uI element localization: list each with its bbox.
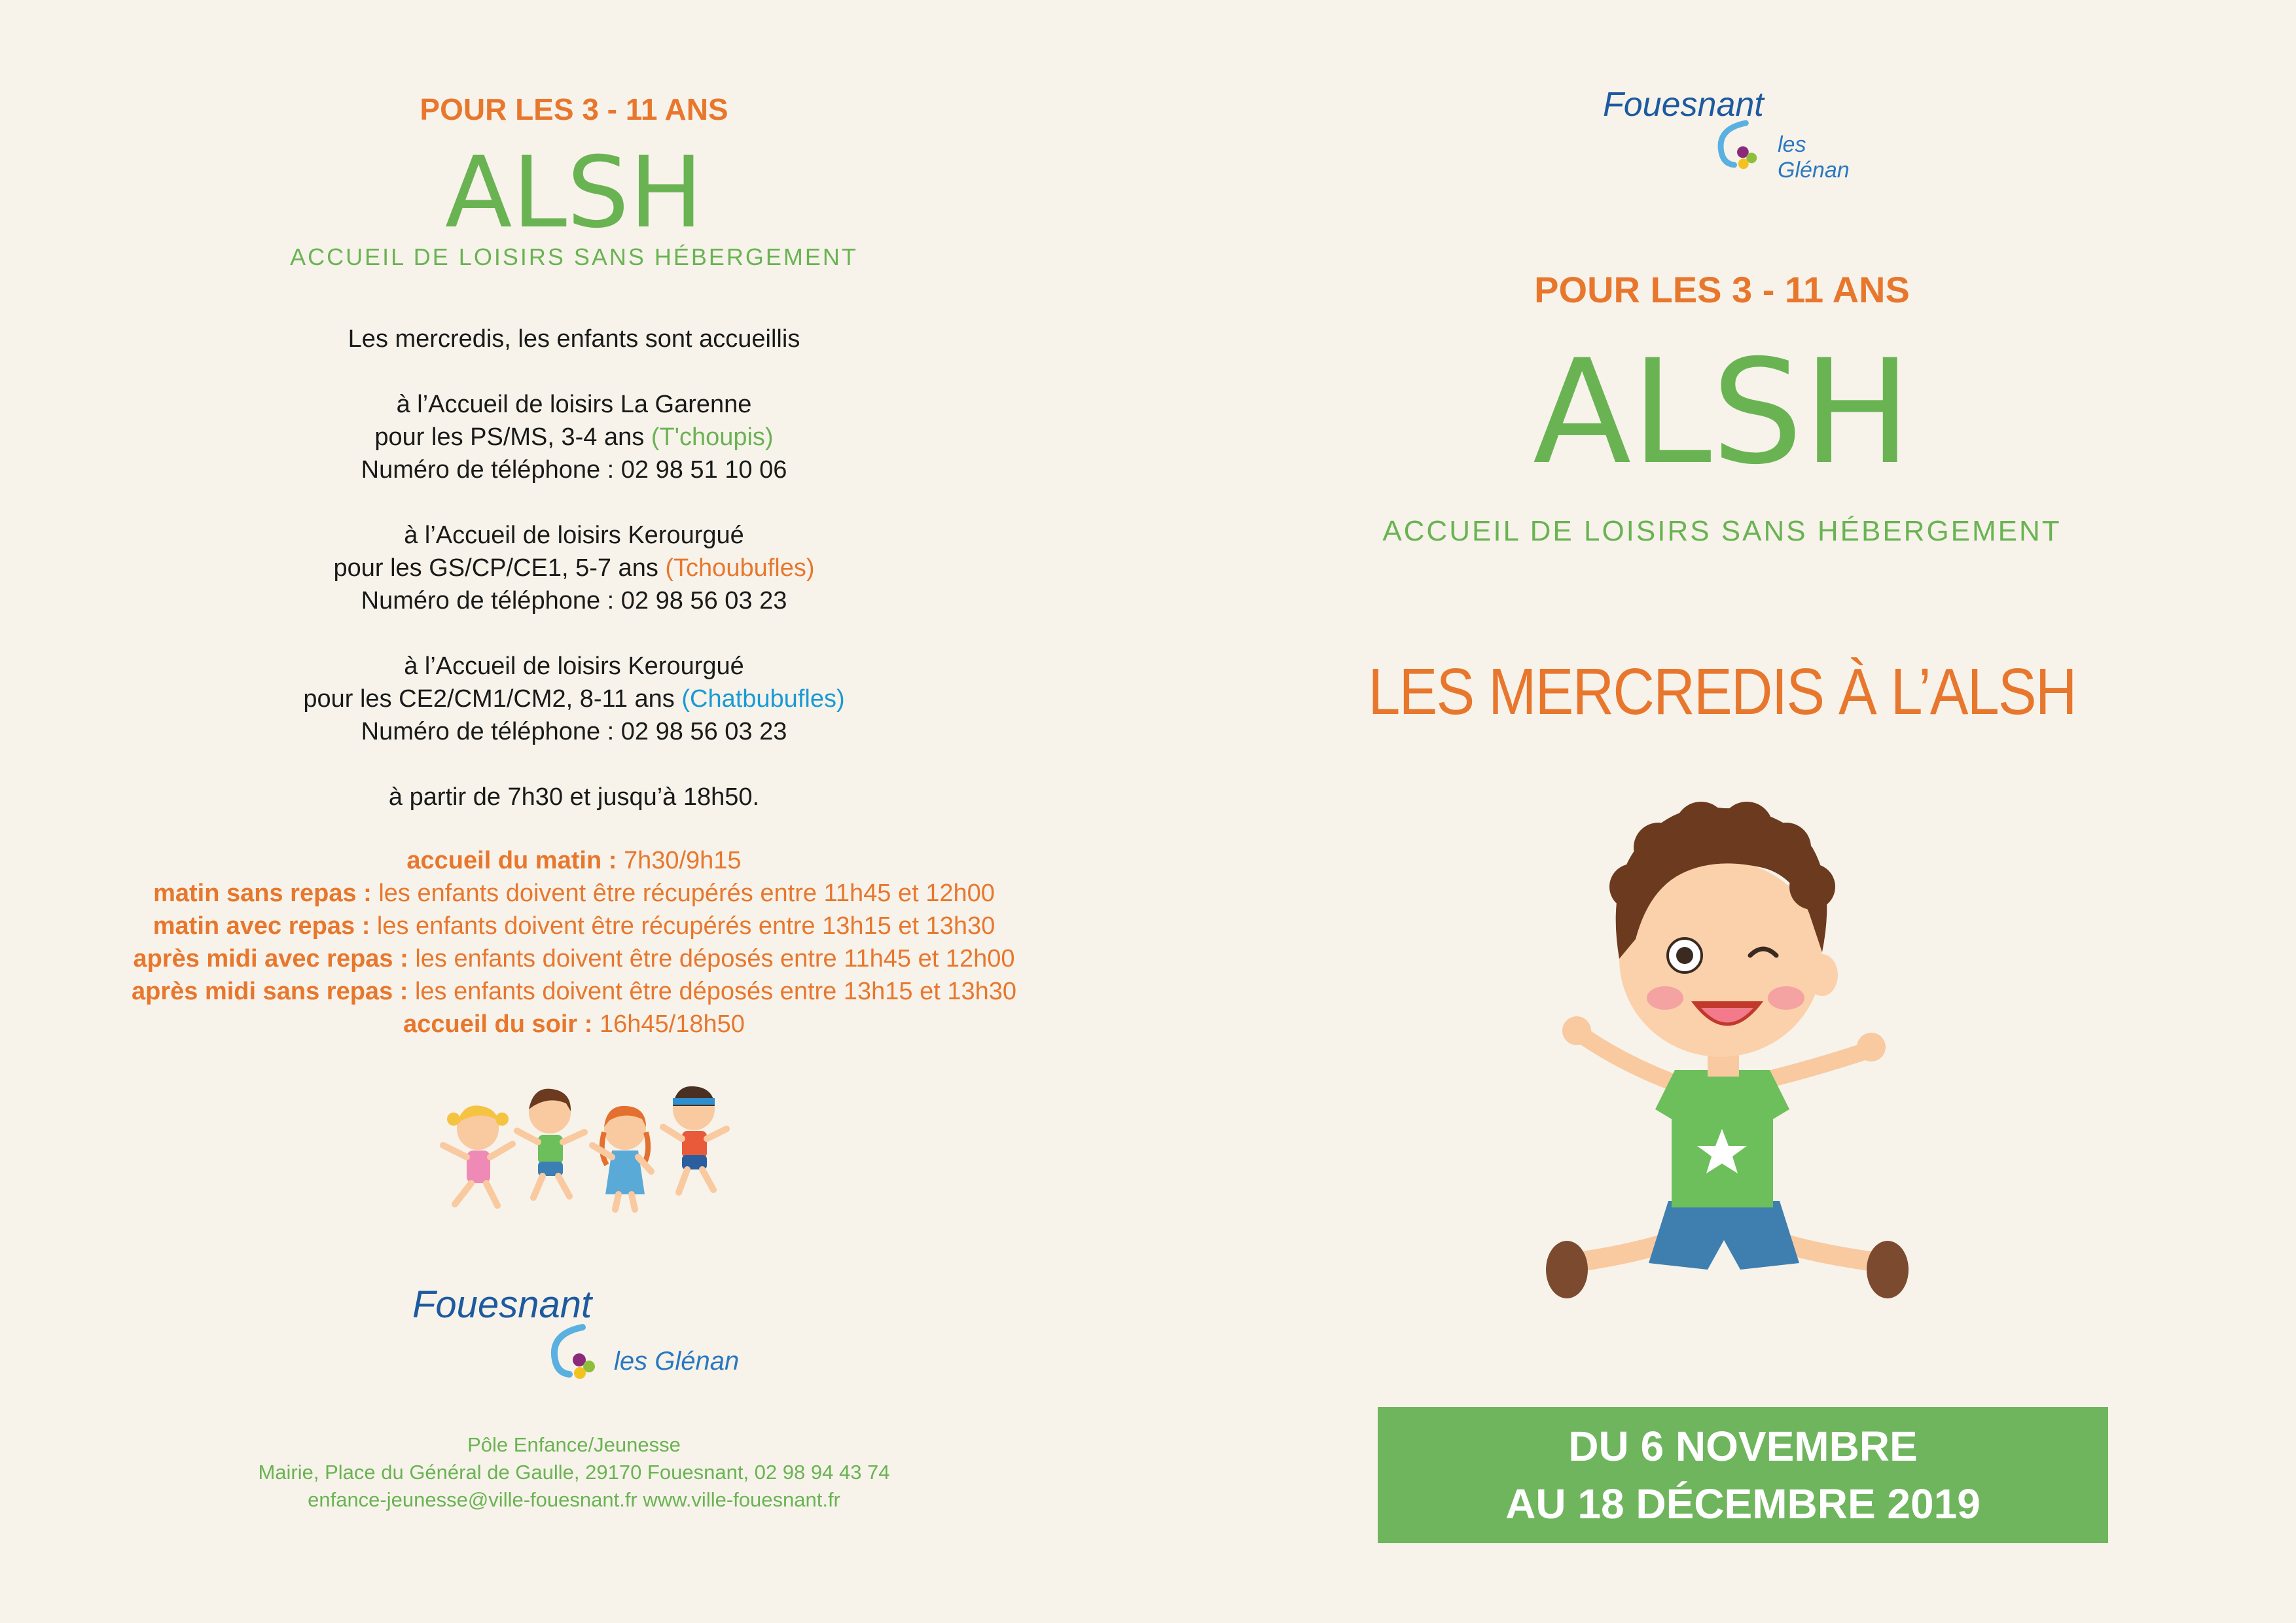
age-heading: POUR LES 3 - 11 ANS [1534,269,1910,310]
kids-illustration [435,1080,743,1217]
center-phone: Numéro de téléphone : 02 98 51 10 06 [361,456,787,484]
alsh-subtitle: ACCUEIL DE LOISIRS SANS HÉBERGEMENT [1382,515,2062,547]
center-line2: pour les CE2/CM1/CM2, 8-11 ans [303,685,682,713]
schedule-text: les enfants doivent être récupérés entre 11h45 et 12h00 [378,880,995,907]
logo-subtitle: les Glénan [1778,132,1850,183]
center-kerourgue-2 [0,650,1148,748]
schedule-item [0,844,1148,877]
logo-swirl-icon [1711,116,1763,182]
center-phone: Numéro de téléphone : 02 98 56 03 23 [361,718,787,745]
boy-illustration [1544,782,1910,1319]
schedule-text: les enfants doivent être récupérés entre 13h15 et 13h30 [376,912,996,940]
alsh-title: ALSH [1532,329,1912,496]
right-panel [1148,0,2296,1623]
logo-wordmark: Fouesnant [412,1283,592,1326]
center-line1: à l’Accueil de loisirs Kerourgué [404,522,744,549]
age-heading: POUR LES 3 - 11 ANS [420,92,728,126]
schedule-text: 7h30/9h15 [623,847,742,874]
info-block [0,323,1148,846]
alsh-subtitle: ACCUEIL DE LOISIRS SANS HÉBERGEMENT [290,243,858,270]
center-phone: Numéro de téléphone : 02 98 56 03 23 [361,587,787,615]
contact-address: Mairie, Place du Général de Gaulle, 29170 Fouesnant, 02 98 94 43 74 [258,1461,890,1484]
group-name: (Tchoubufles) [665,554,815,582]
contact-dept: Pôle Enfance/Jeunesse [467,1433,681,1456]
group-name: (Chatbubufles) [681,685,845,713]
schedule-label: après midi avec repas : [133,945,416,972]
schedule-label: matin sans repas : [153,880,379,907]
fouesnant-logo [412,1283,753,1400]
schedule-item [0,942,1148,975]
center-line2: pour les GS/CP/CE1, 5-7 ans [333,554,666,582]
center-line1: à l’Accueil de loisirs Kerourgué [404,652,744,680]
center-line2: pour les PS/MS, 3-4 ans [374,423,651,451]
schedule-item [0,1008,1148,1041]
schedule-label: après midi sans repas : [132,978,415,1005]
schedule-text: 16h45/18h50 [599,1010,745,1038]
dates-start: DU 6 NOVEMBRE [1568,1423,1918,1470]
schedule-item [0,910,1148,942]
logo-subtitle: les Glénan [614,1347,740,1376]
dates-banner [1378,1407,2108,1543]
logo-wordmark: Fouesnant [1603,86,1764,124]
schedule-label: matin avec repas : [152,912,377,940]
jumping-boy-icon [1546,802,1909,1298]
alsh-title: ALSH [444,136,704,250]
schedule-item [0,975,1148,1008]
schedule-label: accueil du matin : [406,847,624,874]
kid-girl-2-icon [592,1106,651,1209]
kid-boy-2-icon [663,1086,726,1192]
schedule-text: les enfants doivent être déposés entre 13h15 et 13h30 [414,978,1016,1005]
schedule-text: les enfants doivent être déposés entre 11h45 et 12h00 [415,945,1015,972]
schedule-list [0,844,1148,1041]
contact-block [0,1431,1148,1514]
dates-end: AU 18 DÉCEMBRE 2019 [1505,1480,1981,1527]
schedule-item [0,877,1148,910]
fouesnant-logo [1603,85,1878,190]
center-la-garenne [0,388,1148,486]
contact-web[interactable]: enfance-jeunesse@ville-fouesnant.fr www.ville-fouesnant.fr [308,1488,840,1511]
center-kerourgue-1 [0,519,1148,617]
kid-girl-1-icon [443,1105,512,1205]
logo-swirl-icon [543,1321,602,1393]
intro-text: Les mercredis, les enfants sont accueillis [348,325,800,353]
schedule-label: accueil du soir : [403,1010,600,1038]
group-name: (T'choupis) [651,423,774,451]
opening-hours: à partir de 7h30 et jusqu’à 18h50. [388,783,760,811]
center-line1: à l’Accueil de loisirs La Garenne [396,391,752,418]
kid-boy-1-icon [517,1089,584,1198]
headline: LES MERCREDIS À L’ALSH [1368,655,2076,728]
